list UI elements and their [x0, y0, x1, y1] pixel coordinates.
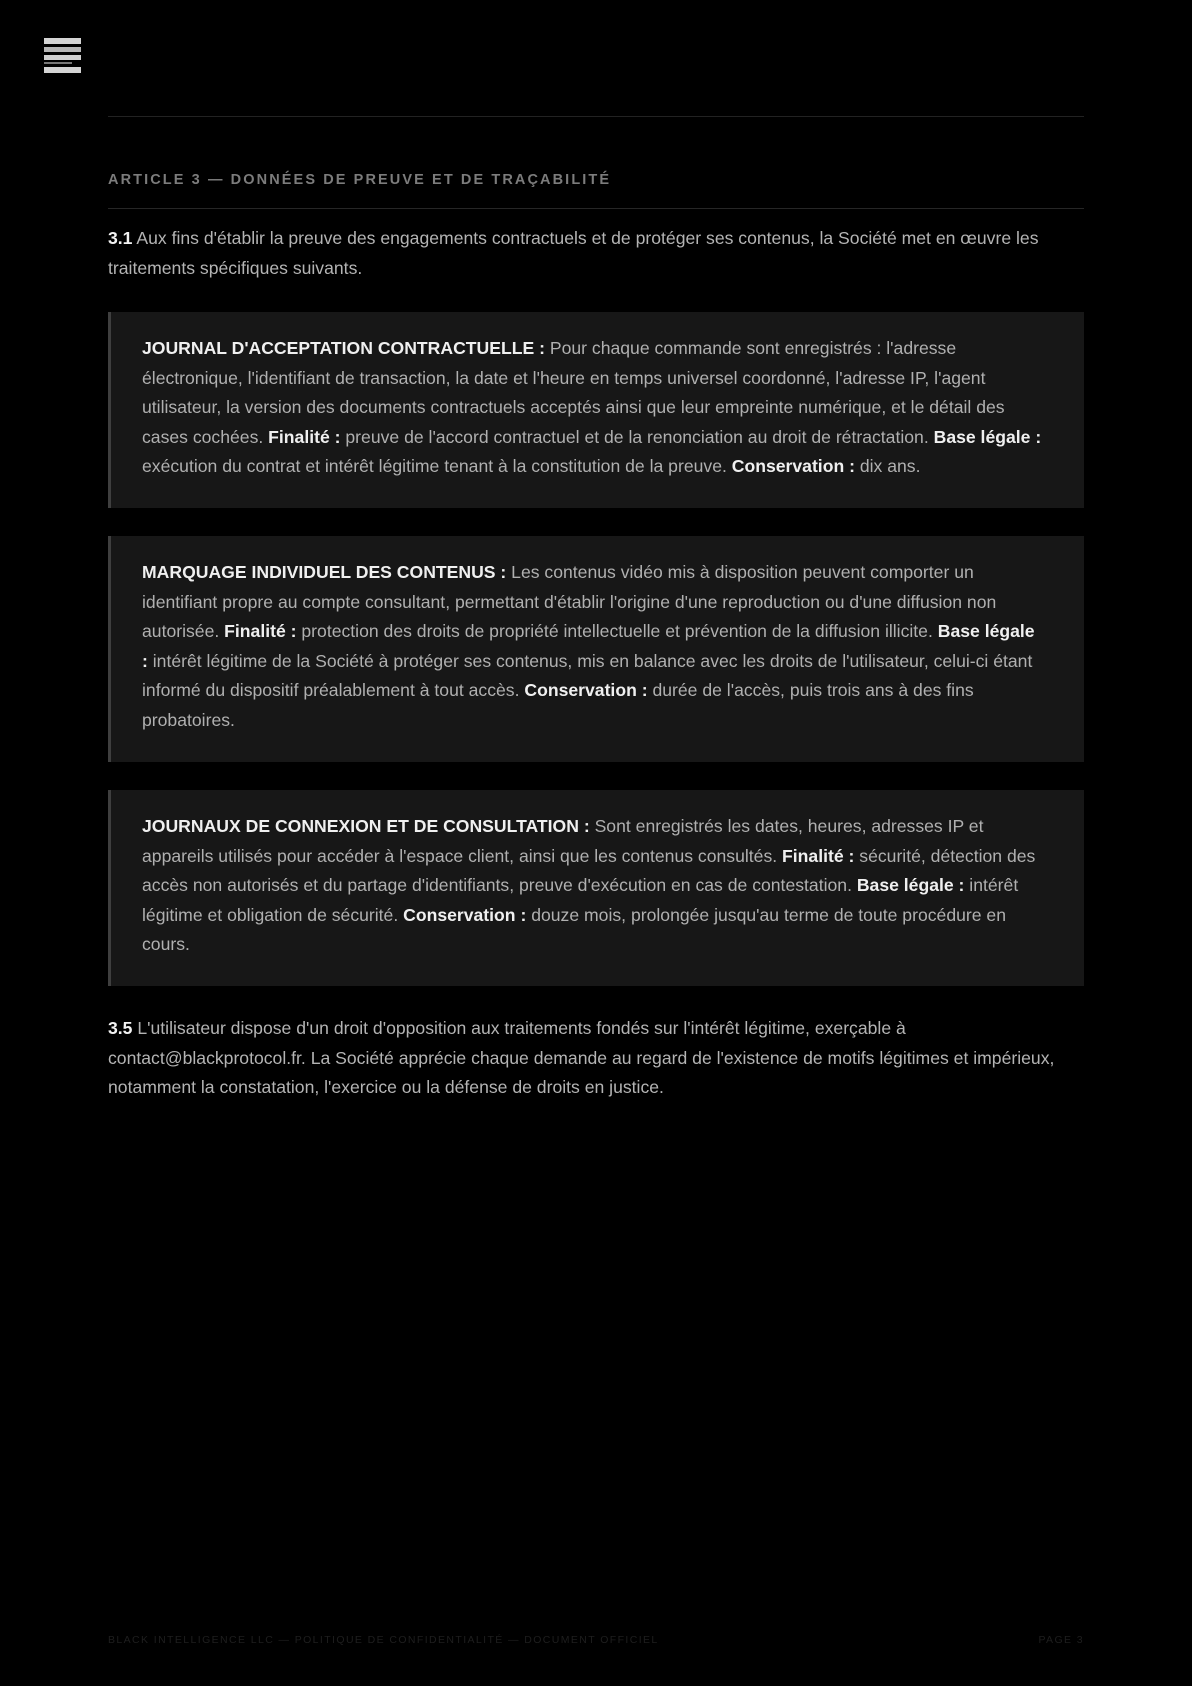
basis-text: intérêt légitime et obligation de sécurité. [142, 875, 1019, 925]
section-number: 3.5 [108, 1018, 133, 1038]
footer-document-title: BLACK INTELLIGENCE LLC — POLITIQUE DE CONFIDENTIALITÉ — DOCUMENT OFFICIEL [108, 1634, 659, 1646]
section-text: L'utilisateur dispose d'un droit d'opposition aux traitements fondés sur l'intérêt légitime, exerçable à contact@blackprotocol.fr. La Société apprécie chaque demande au regard de l'existence de motifs légitimes et impérieux, notamment la constatation, l'exercice ou la défense de droits en justice. [108, 1018, 1055, 1097]
basis-text: exécution du contrat et intérêt légitime tenant à la constitution de la preuve. [142, 456, 732, 476]
retention-label: Conservation : [403, 904, 527, 925]
menu-bar [44, 62, 72, 64]
footer-page-number: PAGE 3 [1038, 1634, 1084, 1646]
heading-divider [108, 208, 1084, 209]
info-box-text [142, 334, 1044, 482]
section-text: Aux fins d'établir la preuve des engagements contractuels et de protéger ses contenus, la Société met en œuvre les traitements spécifiques suivants. [108, 228, 1039, 278]
info-box-text [142, 558, 1044, 735]
purpose-label: Finalité : [782, 845, 855, 866]
info-box-body: Sont enregistrés les dates, heures, adresses IP et appareils utilisés pour accéder à l'espace client, ainsi que les contenus consultés. [142, 816, 984, 866]
retention-text: durée de l'accès, puis trois ans à des fins probatoires. [142, 680, 974, 730]
info-box-title: JOURNAL D'ACCEPTATION CONTRACTUELLE : [142, 338, 545, 358]
purpose-text: sécurité, détection des accès non autorisés et du partage d'identifiants, preuve d'exécution en cas de contestation. [142, 845, 1036, 895]
basis-label: Base légale : [856, 875, 965, 895]
purpose-text: protection des droits de propriété intellectuelle et prévention de la diffusion illicite. [296, 621, 938, 641]
section-3-5 [108, 1014, 1084, 1103]
basis-label: Base légale : [933, 426, 1042, 447]
menu-bar [44, 47, 81, 52]
hamburger-menu-icon[interactable] [44, 38, 82, 74]
section-number: 3.1 [108, 228, 133, 248]
purpose-text: preuve de l'accord contractuel et de la renonciation au droit de rétractation. [340, 426, 934, 447]
info-box-title: JOURNAUX DE CONNEXION ET DE CONSULTATION : [142, 816, 590, 836]
menu-bar [44, 38, 81, 44]
info-box-body: Les contenus vidéo mis à disposition peuvent comporter un identifiant propre au compte consultant, permettant d'établir l'origine d'une reproduction ou d'une diffusion non autorisée. [142, 562, 997, 641]
top-divider [108, 116, 1084, 117]
basis-text: intérêt légitime de la Société à protéger ses contenus, mis en balance avec les droits de l'utilisateur, celui-ci étant informé du dispositif préalablement à tout accès. [142, 650, 1033, 700]
retention-label: Conservation : [524, 680, 648, 700]
retention-text: dix ans. [854, 456, 921, 476]
menu-bar [44, 55, 81, 60]
info-box-content-marking [108, 536, 1084, 762]
menu-bar [44, 67, 81, 73]
article-heading: ARTICLE 3 — DONNÉES DE PREUVE ET DE TRAÇABILITÉ [108, 172, 612, 188]
info-box-title: MARQUAGE INDIVIDUEL DES CONTENUS : [142, 562, 507, 582]
info-box-text [142, 812, 1044, 960]
info-box-body: Pour chaque commande sont enregistrés : l'adresse électronique, l'identifiant de transaction, la date et l'heure en temps universel coordonné, l'adresse IP, l'agent utilisateur, la version des documents contractuels acceptés ainsi que leur empreinte numérique, et le détail des cases cochées. [142, 338, 1005, 447]
purpose-label: Finalité : [268, 426, 341, 447]
info-box-acceptance-log [108, 312, 1084, 508]
retention-label: Conservation : [731, 456, 855, 476]
info-box-connection-logs [108, 790, 1084, 986]
purpose-label: Finalité : [224, 621, 297, 641]
basis-label: Base légale : [142, 621, 1035, 671]
retention-text: douze mois, prolongée jusqu'au terme de toute procédure en cours. [142, 904, 1006, 954]
section-3-1 [108, 224, 1084, 283]
